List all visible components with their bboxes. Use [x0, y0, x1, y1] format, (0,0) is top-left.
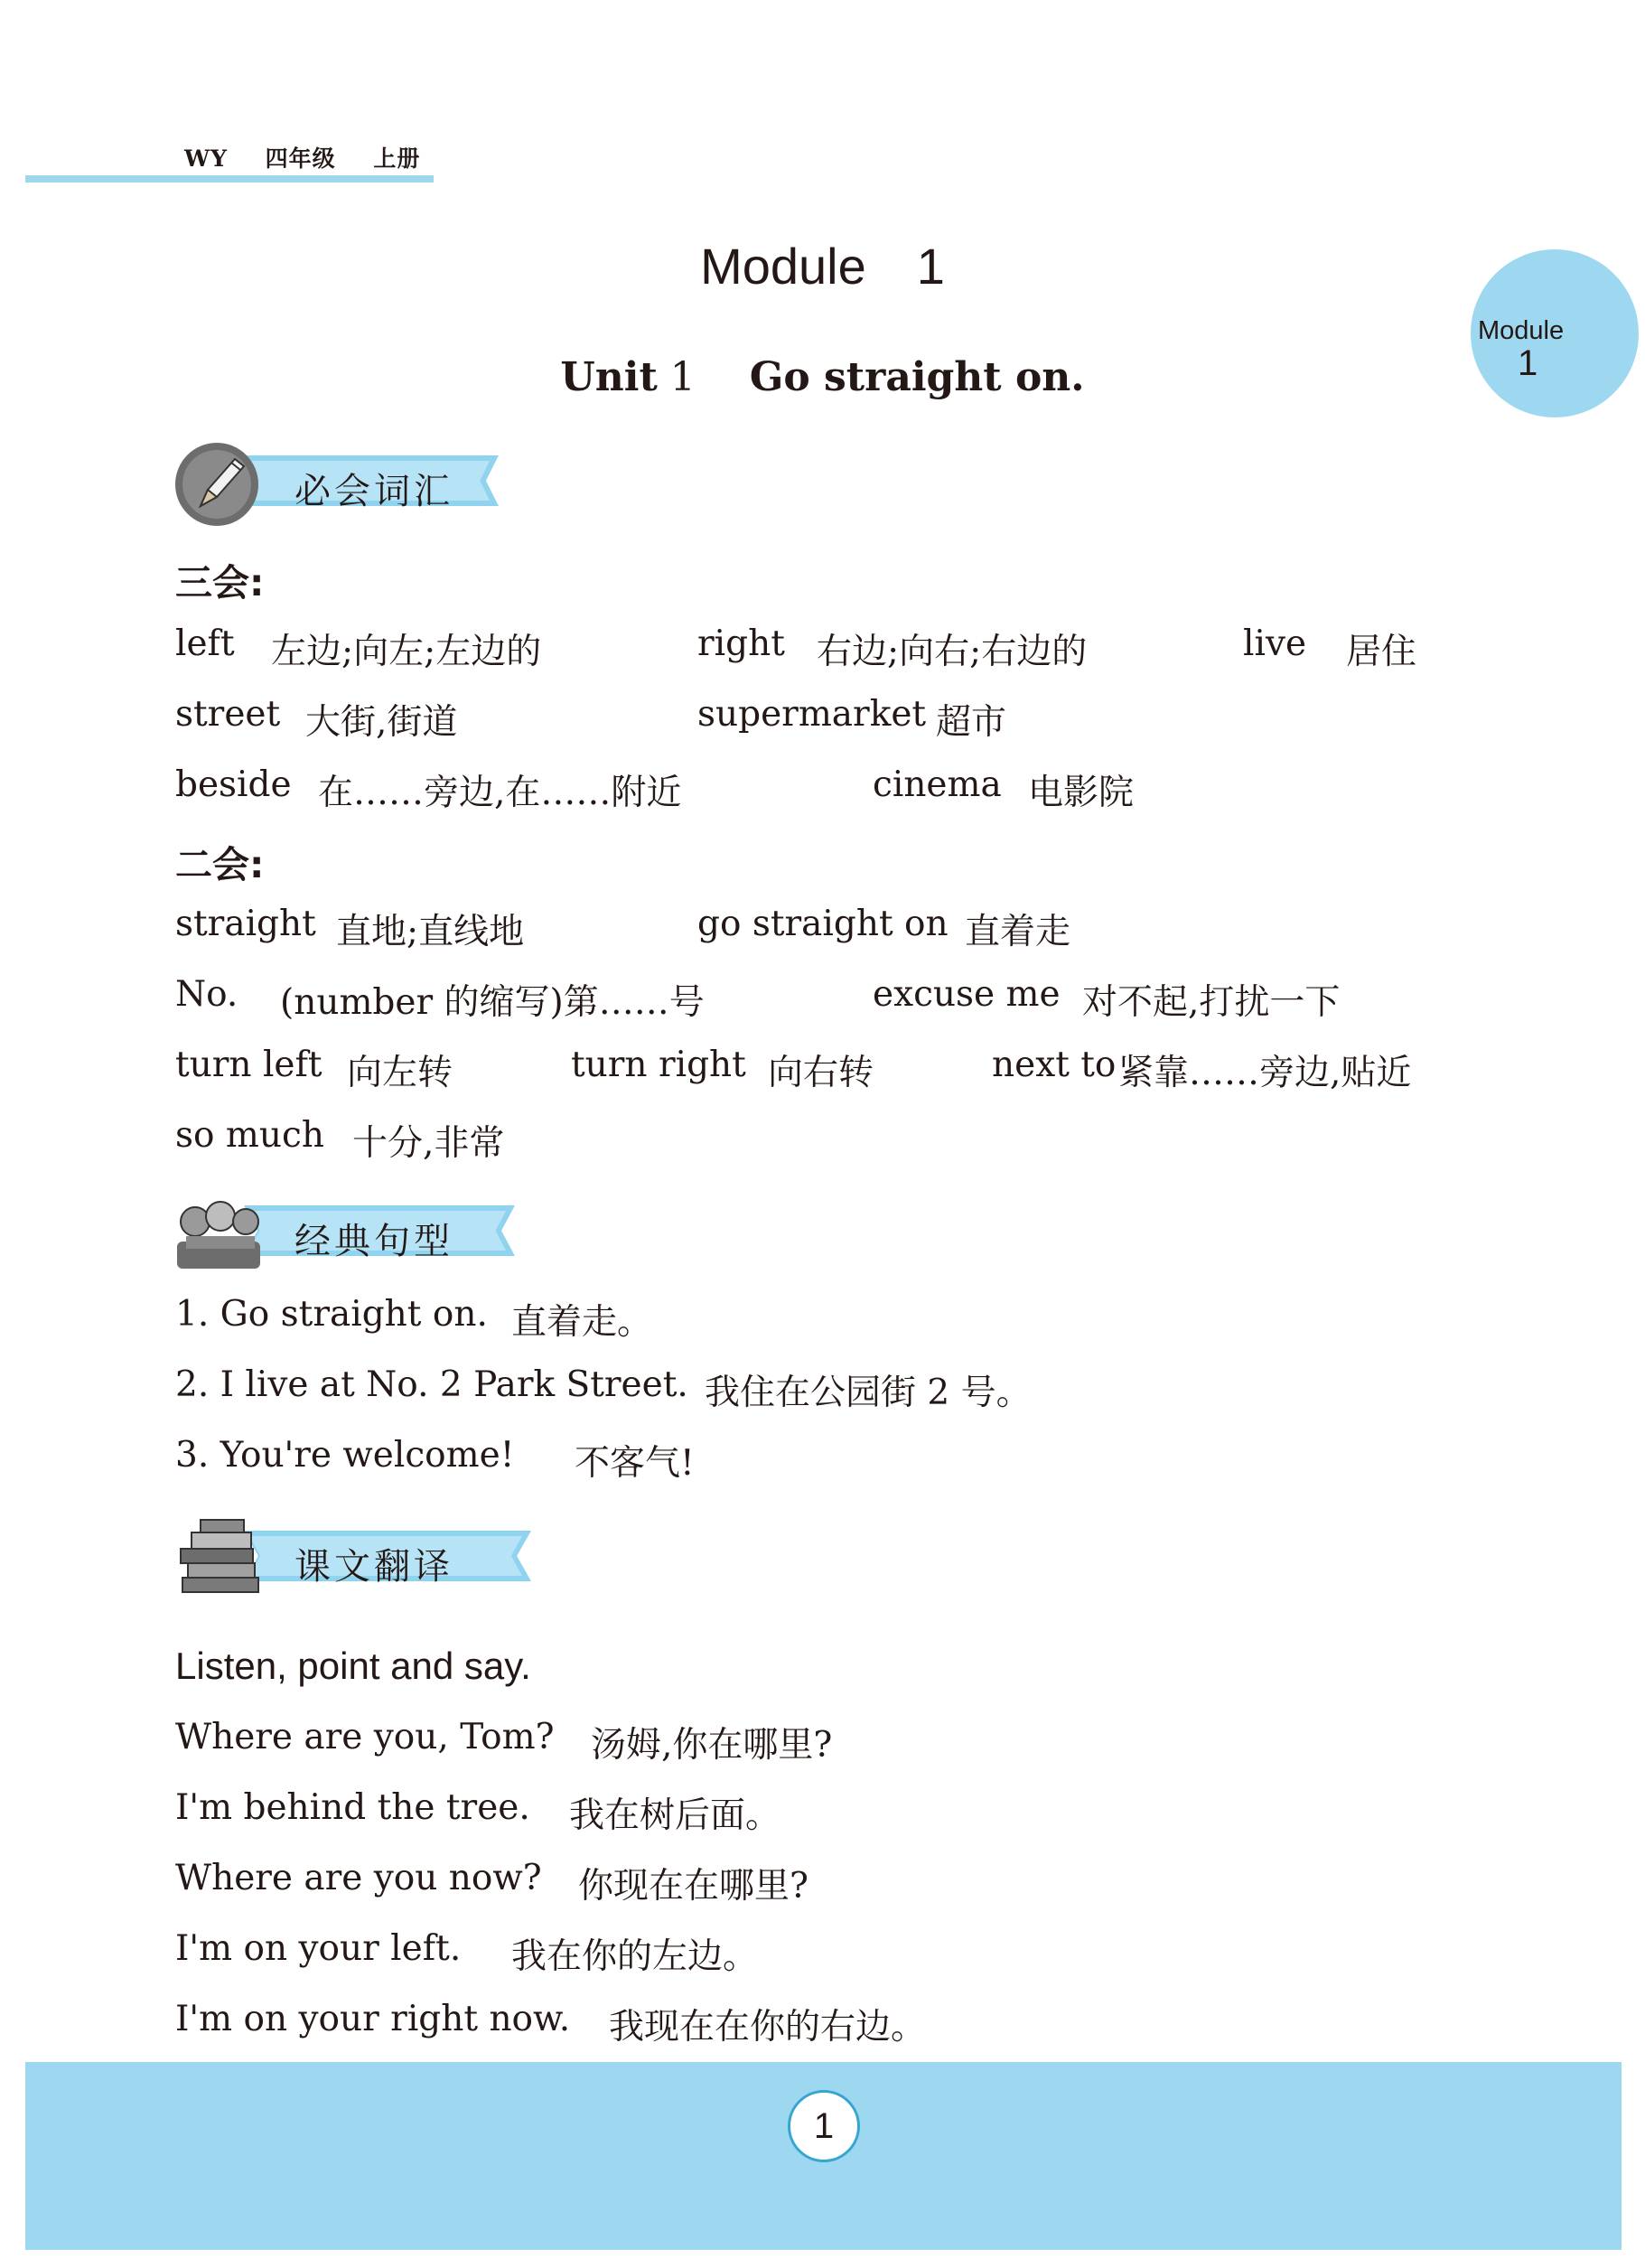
vocab-zh-turn-left: 向左转 — [347, 1053, 453, 1093]
dialogue-4-en: I'm on your left. — [175, 1928, 462, 1969]
dialogue-2-zh: 我在树后面。 — [569, 1795, 781, 1836]
vocab-zh-street: 大街,街道 — [305, 702, 458, 743]
children-icon — [173, 1189, 264, 1276]
vocab-en-right: right — [697, 623, 785, 664]
sentence-3-zh: 不客气! — [575, 1443, 695, 1484]
vocab-zh-go-straight-on: 直着走 — [965, 912, 1071, 952]
vocab-en-no: No. — [175, 974, 238, 1015]
section-banner-translation — [173, 1514, 531, 1601]
unit-word: Unit — [560, 354, 658, 400]
vocab-en-turn-right: turn right — [571, 1045, 746, 1085]
vocab-zh-cinema: 电影院 — [1028, 773, 1135, 813]
header-rule — [25, 175, 434, 183]
sentence-3-en: 3. You're welcome! — [175, 1435, 515, 1476]
vocab-en-street: street — [175, 694, 281, 735]
volume-label: 上册 — [373, 145, 421, 172]
dialogue-3-en: Where are you now? — [175, 1858, 542, 1898]
sentence-2-en: 2. I live at No. 2 Park Street. — [175, 1364, 688, 1405]
section-banner-sentences — [173, 1189, 515, 1276]
vocab-zh-no: (number 的缩写)第……号 — [280, 982, 705, 1023]
vocab-en-excuse-me: excuse me — [873, 974, 1061, 1015]
erhui-label: 二会: — [175, 843, 265, 886]
vocab-zh-left: 左边;向左;左边的 — [271, 632, 542, 672]
sanhui-label: 三会: — [175, 561, 265, 604]
unit-title — [0, 354, 1645, 400]
vocab-zh-next-to: 紧靠……旁边,贴近 — [1118, 1053, 1412, 1093]
vocab-zh-beside: 在……旁边,在……附近 — [318, 773, 682, 813]
section-title-vocab: 必会词汇 — [294, 471, 453, 512]
section-title-translation: 课文翻译 — [294, 1546, 453, 1588]
translation-heading: Listen, point and say. — [175, 1645, 531, 1687]
vocab-en-supermarket: supermarket — [697, 694, 927, 735]
vocab-zh-excuse-me: 对不起,打扰一下 — [1082, 982, 1341, 1023]
vocab-en-straight: straight — [175, 904, 316, 944]
page-number: 1 — [788, 2090, 860, 2162]
vocab-en-live: live — [1243, 623, 1307, 664]
page-header — [184, 141, 449, 173]
vocab-zh-straight: 直地;直线地 — [336, 912, 525, 952]
grade-label: 四年级 — [265, 145, 336, 172]
dialogue-5-en: I'm on your right now. — [175, 1999, 571, 2039]
books-icon — [173, 1514, 264, 1601]
module-title — [0, 237, 1645, 295]
edition-code: WY — [184, 145, 228, 172]
vocab-zh-supermarket: 超市 — [936, 702, 1007, 743]
vocab-zh-turn-right: 向右转 — [768, 1053, 874, 1093]
dialogue-4-zh: 我在你的左边。 — [511, 1936, 759, 1977]
dialogue-5-zh: 我现在在你的右边。 — [609, 2007, 927, 2048]
section-title-sentences: 经典句型 — [294, 1221, 453, 1262]
tab-number: 1 — [1518, 343, 1538, 383]
module-word: Module — [700, 238, 866, 295]
vocab-en-cinema: cinema — [873, 764, 1002, 805]
unit-number: 1 — [669, 354, 696, 400]
dialogue-3-zh: 你现在在哪里? — [578, 1866, 808, 1907]
vocab-zh-right: 右边;向右;右边的 — [817, 632, 1088, 672]
dialogue-2-en: I'm behind the tree. — [175, 1787, 530, 1828]
vocab-en-next-to: next to — [992, 1045, 1117, 1085]
vocab-en-left: left — [175, 623, 235, 664]
pencil-icon — [173, 439, 264, 526]
module-number: 1 — [916, 238, 945, 295]
vocab-en-beside: beside — [175, 764, 292, 805]
vocab-zh-so-much: 十分,非常 — [352, 1123, 505, 1164]
vocab-en-so-much: so much — [175, 1115, 324, 1156]
vocab-en-go-straight-on: go straight on — [697, 904, 949, 944]
tab-label: Module — [1478, 316, 1565, 345]
sentence-1-en: 1. Go straight on. — [175, 1294, 488, 1335]
vocab-zh-live: 居住 — [1346, 632, 1417, 672]
dialogue-1-zh: 汤姆,你在哪里? — [591, 1725, 833, 1766]
sentence-1-zh: 直着走。 — [511, 1302, 653, 1343]
dialogue-1-en: Where are you, Tom? — [175, 1717, 555, 1757]
vocab-en-turn-left: turn left — [175, 1045, 322, 1085]
unit-name: Go straight on. — [749, 354, 1085, 400]
sentence-2-zh: 我住在公园街 2 号。 — [705, 1373, 1032, 1413]
section-banner-vocab — [173, 439, 499, 526]
